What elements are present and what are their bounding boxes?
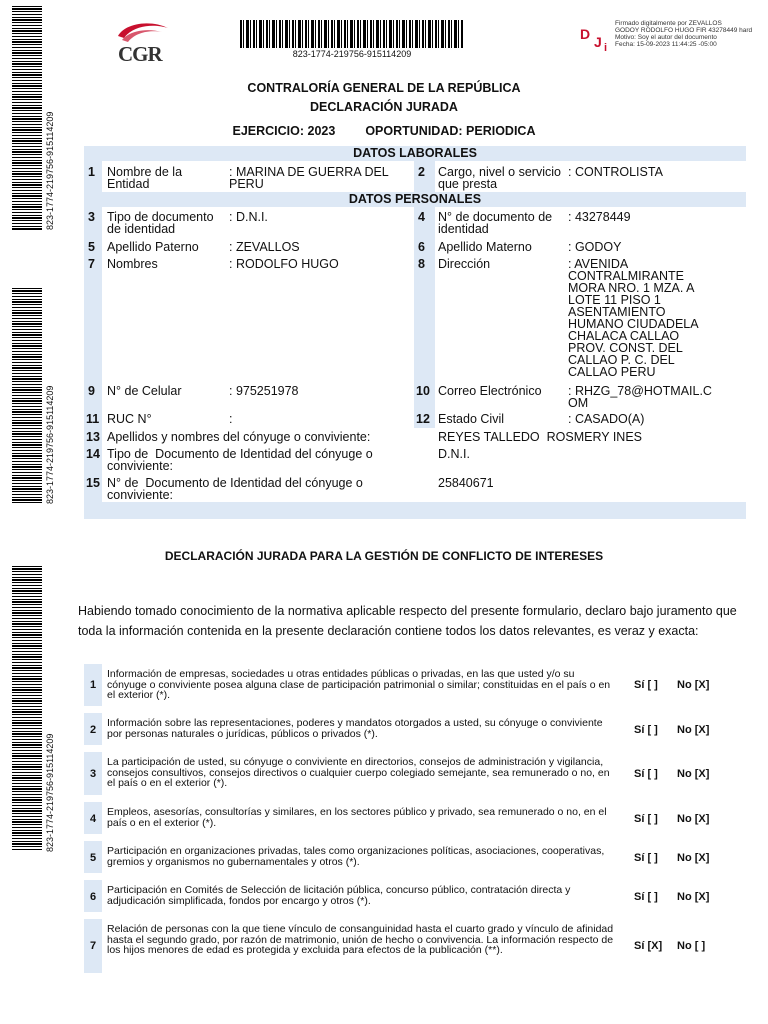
- field-value-entidad: : MARINA DE GUERRA DEL PERU: [229, 165, 389, 191]
- field-value-tipo-doc: : D.N.I.: [229, 210, 268, 224]
- question-row: [84, 664, 746, 706]
- side-barcode: [12, 6, 55, 230]
- field-number: 9: [88, 384, 95, 398]
- field-number: 3: [88, 210, 95, 224]
- signature-line: Firmado digitalmente por ZEVALLOS: [615, 20, 722, 27]
- field-value-tipo-doc-conyuge: D.N.I.: [438, 447, 470, 461]
- question-row: [84, 841, 746, 873]
- answer-no: No [X]: [677, 768, 710, 780]
- field-number: 1: [88, 165, 95, 179]
- answer-yes: Sí [X]: [634, 940, 663, 952]
- question-text: Información sobre las representaciones, poderes y mandatos otorgados a usted, su cónyuge o conviviente por personas naturales o jurídicas, públicos o privados (*).: [107, 717, 603, 740]
- question-text: Participación en organizaciones privadas, tales como organizaciones políticas, asociaciones, cooperativas, gremios y organismos no gubernamentales y otros (*).: [107, 845, 605, 868]
- field-value-estado-civil: : CASADO(A): [568, 412, 645, 426]
- answer-yes: Sí [ ]: [634, 679, 658, 691]
- side-barcode: [12, 288, 55, 504]
- answer-yes: Sí [ ]: [634, 852, 658, 864]
- question-number: 6: [89, 891, 97, 903]
- field-number: 6: [418, 240, 425, 254]
- barcode-bars: [12, 288, 42, 504]
- conflict-section-title: DECLARACIÓN JURADA PARA LA GESTIÓN DE CONFLICTO DE INTERESES: [164, 549, 604, 563]
- barcode-bars: [12, 6, 42, 230]
- question-row: [84, 802, 746, 834]
- question-text: Participación en Comités de Selección de licitación pública, concurso público, contratación directa y adjudicación simplificada, fondos por encargo y otros (*).: [107, 884, 571, 907]
- field-number: 12: [416, 412, 430, 426]
- exercise-label: EJERCICIO: 2023: [232, 124, 336, 138]
- top-barcode-code: 823-1774-219756-915114209: [292, 49, 412, 59]
- question-row: [84, 880, 746, 912]
- document-title: DECLARACIÓN JURADA: [310, 100, 458, 114]
- field-number: 7: [88, 257, 95, 271]
- question-text: Empleos, asesorías, consultorías y similares, en los sectores público y privado, sea remunerado o no, en el país o en el exterior (*).: [107, 806, 607, 829]
- section-footer-band: [84, 502, 746, 519]
- field-number: 2: [418, 165, 425, 179]
- digital-signature-logo: [578, 24, 614, 54]
- field-value-num-doc-conyuge: 25840671: [438, 476, 494, 490]
- field-number: 14: [86, 447, 100, 461]
- field-value-correo: : RHZG_78@HOTMAIL.COM: [568, 384, 712, 410]
- barcode-bars: [12, 566, 42, 852]
- question-number: 4: [89, 813, 97, 825]
- field-label-celular: N° de Celular: [107, 384, 182, 398]
- answer-no: No [X]: [677, 891, 710, 903]
- field-value-cargo: : CONTROLISTA: [568, 165, 663, 179]
- section-heading-laborales: DATOS LABORALES: [84, 146, 746, 161]
- field-label-apellido-paterno: Apellido Paterno: [107, 240, 199, 254]
- field-value-conyuge: REYES TALLEDO ROSMERY INES: [438, 430, 643, 444]
- field-label-estado-civil: Estado Civil: [438, 412, 504, 426]
- logo-text: CGR: [118, 42, 162, 66]
- answer-no: No [X]: [677, 813, 710, 825]
- field-value-ruc: :: [229, 412, 233, 426]
- field-label-ruc: RUC N°: [107, 412, 152, 426]
- field-label-num-doc: N° de documento de identidad: [438, 210, 553, 236]
- field-label-conyuge: Apellidos y nombres del cónyuge o conviviente:: [107, 430, 371, 444]
- signature-line: GODOY RODOLFO HUGO FIR 43278449 hard: [615, 27, 753, 34]
- field-value-apellido-paterno: : ZEVALLOS: [229, 240, 300, 254]
- question-row: [84, 713, 746, 745]
- top-barcode: [240, 20, 464, 48]
- dji-letter-i: i: [604, 42, 608, 54]
- answer-no: No [X]: [677, 724, 710, 736]
- cgr-logo: [112, 18, 174, 66]
- field-number: 8: [418, 257, 425, 271]
- barcode-code: 823-1774-219756-915114209: [45, 111, 55, 230]
- question-text: La participación de usted, su cónyuge o conviviente en directorios, consejos de administración y vigilancia, consejos consultivos, consejos directivos o cualquier cuerpo colegiado semejante, sea remunerado o no, en el país o en el exterior (*).: [107, 756, 610, 789]
- answer-no: No [ ]: [677, 940, 706, 952]
- answer-yes: Sí [ ]: [634, 724, 658, 736]
- barcode-code: 823-1774-219756-915114209: [45, 733, 55, 852]
- question-number: 5: [89, 852, 97, 864]
- field-value-celular: : 975251978: [229, 384, 299, 398]
- field-label-entidad: Nombre de la Entidad: [107, 165, 183, 191]
- barcode-code: 823-1774-219756-915114209: [45, 385, 55, 504]
- question-number: 1: [89, 679, 97, 691]
- side-barcode: [12, 566, 55, 852]
- field-number: 11: [86, 412, 100, 426]
- field-label-num-doc-conyuge: N° de Documento de Identidad del cónyuge o conviviente:: [107, 476, 367, 502]
- field-value-apellido-materno: : GODOY: [568, 240, 622, 254]
- intro-paragraph: Habiendo tomado conocimiento de la normativa aplicable respecto del presente formulario, declaro bajo juramento que toda la información contenida en la presente declaración contiene todos los datos relevantes, es veraz y exacta:: [78, 604, 737, 638]
- field-label-apellido-materno: Apellido Materno: [438, 240, 532, 254]
- field-label-tipo-doc-conyuge: Tipo de Documento de Identidad del cónyuge o conviviente:: [107, 447, 377, 473]
- field-number: 5: [88, 240, 95, 254]
- answer-no: No [X]: [677, 679, 710, 691]
- institution-title: CONTRALORÍA GENERAL DE LA REPÚBLICA: [247, 81, 521, 95]
- field-label-direccion: Dirección: [438, 257, 491, 271]
- question-text: Relación de personas con la que tiene vínculo de consanguinidad hasta el cuarto grado y vínculo de afinidad hasta el segundo grado, por razón de matrimonio, unión de hecho o convivencia. La información respecto de los hijos menores de edad es protegida y excluida para efectos de la publicación (**).: [107, 923, 614, 956]
- dji-letter-j: J: [594, 34, 602, 50]
- question-number: 2: [89, 724, 97, 736]
- answer-yes: Sí [ ]: [634, 891, 658, 903]
- field-value-nombres: : RODOLFO HUGO: [229, 257, 339, 271]
- signature-line: Fecha: 15-09-2023 11:44:25 -05:00: [615, 41, 717, 48]
- field-label-nombres: Nombres: [107, 257, 158, 271]
- field-number: 10: [416, 384, 430, 398]
- field-label-cargo: Cargo, nivel o servicio que presta: [438, 165, 561, 191]
- answer-no: No [X]: [677, 852, 710, 864]
- field-number: 13: [86, 430, 100, 444]
- dji-letter-d: D: [580, 26, 591, 42]
- opportunity-label: OPORTUNIDAD: PERIODICA: [365, 124, 536, 138]
- question-text: Información de empresas, sociedades u otras entidades públicas o privadas, en las que usted y/o su cónyuge o conviviente posea alguna clase de participación patrimonial o similar; constituidas en el país o en el exterior (*).: [107, 668, 611, 701]
- answer-yes: Sí [ ]: [634, 768, 658, 780]
- field-value-direccion: : AVENIDA CONTRALMIRANTE MORA NRO. 1 MZA. A LOTE 11 PISO 1 ASENTAMIENTO HUMANO CIUDADELA CHALACA CALLAO PROV. CONST. DEL CALLAO P. C. DEL CALLAO PERU: [568, 257, 698, 379]
- digital-signature-text: [615, 20, 752, 48]
- field-number: 15: [86, 476, 100, 490]
- question-row: [84, 919, 746, 973]
- question-number: 3: [89, 768, 97, 780]
- field-label-correo: Correo Electrónico: [438, 384, 542, 398]
- signature-line: Motivo: Soy el autor del documento: [615, 34, 717, 41]
- exercise-line: [0, 124, 768, 138]
- field-value-num-doc: : 43278449: [568, 210, 631, 224]
- question-row: [84, 752, 746, 795]
- section-heading-personales: DATOS PERSONALES: [84, 192, 746, 207]
- answer-yes: Sí [ ]: [634, 813, 658, 825]
- question-number: 7: [89, 940, 97, 952]
- field-number: 4: [418, 210, 425, 224]
- field-label-tipo-doc: Tipo de documento de identidad: [107, 210, 214, 236]
